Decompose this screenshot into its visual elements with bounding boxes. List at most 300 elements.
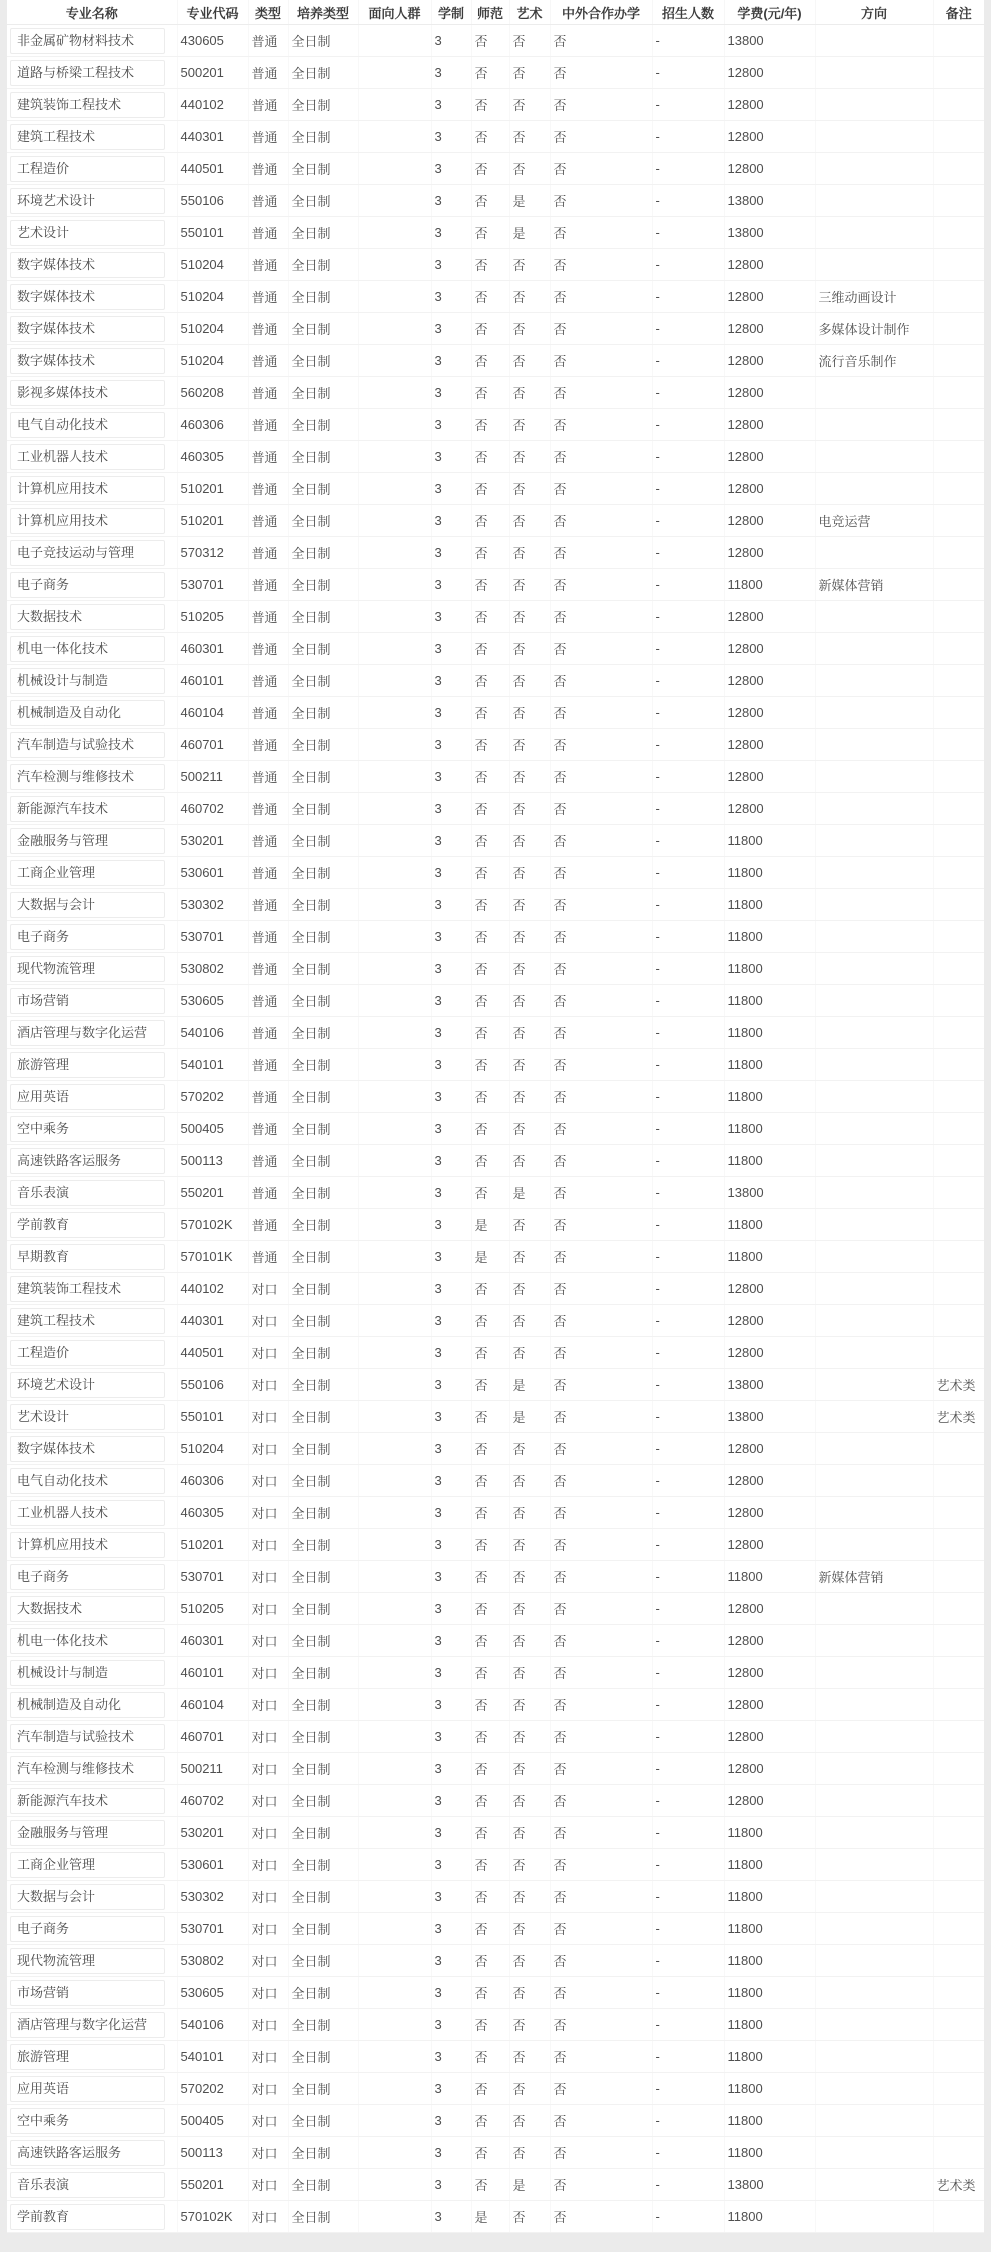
cell-years: 3 [431,793,471,825]
cell-fee: 12800 [724,1657,815,1689]
cell-remark [933,1561,984,1593]
cell-direction [815,1433,933,1465]
cell-direction [815,377,933,409]
cell-normal: 否 [471,57,509,89]
cell-type: 对口 [248,1625,288,1657]
cell-coop: 否 [550,2201,652,2233]
cell-years: 3 [431,1273,471,1305]
table-row [7,1913,984,1945]
cell-direction [815,409,933,441]
major-name-box: 旅游管理 [10,1052,165,1078]
cell-enroll: - [652,153,724,185]
cell-art: 否 [509,1049,550,1081]
cell-audience [358,1721,431,1753]
cell-enroll: - [652,2137,724,2169]
cell-type: 对口 [248,1337,288,1369]
cell-code: 460104 [177,1689,248,1721]
cell-type: 普通 [248,89,288,121]
cell-coop: 否 [550,761,652,793]
cell-years: 3 [431,1369,471,1401]
cell-code: 550106 [177,185,248,217]
major-name-box: 大数据技术 [10,1596,165,1622]
major-name-box: 汽车检测与维修技术 [10,1756,165,1782]
cell-fee: 11800 [724,1145,815,1177]
table-row [7,25,984,57]
cell-art: 否 [509,1337,550,1369]
cell-coop: 否 [550,25,652,57]
cell-code: 550101 [177,217,248,249]
cell-coop: 否 [550,217,652,249]
cell-normal: 否 [471,345,509,377]
major-name-box: 环境艺术设计 [10,1372,165,1398]
cell-code: 440102 [177,89,248,121]
cell-art: 否 [509,761,550,793]
cell-remark [933,121,984,153]
table-row [7,953,984,985]
cell-name [7,793,177,825]
cell-fee: 12800 [724,1529,815,1561]
cell-enroll: - [652,25,724,57]
cell-train: 全日制 [288,1817,358,1849]
cell-direction [815,1817,933,1849]
cell-years: 3 [431,1209,471,1241]
cell-code: 530302 [177,889,248,921]
cell-audience [358,1657,431,1689]
table-row [7,1881,984,1913]
cell-remark [933,1529,984,1561]
table-header-row [7,0,984,25]
cell-name [7,601,177,633]
table-row [7,1369,984,1401]
cell-train: 全日制 [288,1081,358,1113]
cell-normal: 否 [471,1785,509,1817]
cell-fee: 11800 [724,2105,815,2137]
major-name-box: 旅游管理 [10,2044,165,2070]
major-name-box: 数字媒体技术 [10,284,165,310]
cell-art: 是 [509,185,550,217]
major-name-box: 机械设计与制造 [10,1660,165,1686]
cell-years: 3 [431,1785,471,1817]
cell-normal: 否 [471,217,509,249]
cell-coop: 否 [550,953,652,985]
cell-type: 对口 [248,1881,288,1913]
cell-fee: 11800 [724,2041,815,2073]
cell-code: 440501 [177,153,248,185]
cell-audience [358,505,431,537]
cell-name [7,633,177,665]
cell-type: 普通 [248,1049,288,1081]
cell-type: 普通 [248,1145,288,1177]
cell-art: 否 [509,665,550,697]
cell-fee: 11800 [724,2201,815,2233]
cell-years: 3 [431,729,471,761]
column-header-remark: 备注 [933,0,984,25]
cell-years: 3 [431,1753,471,1785]
cell-direction [815,1465,933,1497]
cell-name [7,409,177,441]
cell-normal: 否 [471,665,509,697]
cell-audience [358,57,431,89]
cell-art: 否 [509,281,550,313]
table-row [7,1177,984,1209]
cell-code: 530701 [177,921,248,953]
table-row [7,2105,984,2137]
cell-normal: 否 [471,1305,509,1337]
cell-years: 3 [431,761,471,793]
cell-remark [933,1113,984,1145]
cell-name [7,761,177,793]
cell-audience [358,1849,431,1881]
cell-code: 530201 [177,1817,248,1849]
cell-enroll: - [652,1721,724,1753]
cell-coop: 否 [550,1241,652,1273]
cell-years: 3 [431,2009,471,2041]
cell-years: 3 [431,1529,471,1561]
cell-type: 普通 [248,793,288,825]
cell-fee: 13800 [724,2169,815,2201]
cell-coop: 否 [550,1273,652,1305]
cell-name [7,153,177,185]
cell-train: 全日制 [288,953,358,985]
cell-coop: 否 [550,409,652,441]
cell-remark [933,2041,984,2073]
cell-normal: 否 [471,537,509,569]
cell-art: 是 [509,2169,550,2201]
cell-coop: 否 [550,2105,652,2137]
cell-years: 3 [431,2073,471,2105]
cell-audience [358,1209,431,1241]
cell-enroll: - [652,2073,724,2105]
cell-direction [815,1977,933,2009]
cell-code: 460101 [177,665,248,697]
cell-type: 普通 [248,953,288,985]
cell-fee: 13800 [724,217,815,249]
cell-remark [933,1721,984,1753]
cell-type: 对口 [248,2201,288,2233]
table-row [7,1689,984,1721]
cell-years: 3 [431,1817,471,1849]
cell-years: 3 [431,153,471,185]
table-row [7,57,984,89]
cell-art: 否 [509,1945,550,1977]
cell-coop: 否 [550,793,652,825]
cell-direction [815,89,933,121]
cell-fee: 11800 [724,1881,815,1913]
cell-train: 全日制 [288,1401,358,1433]
cell-code: 500211 [177,1753,248,1785]
cell-audience [358,697,431,729]
major-name-box: 影视多媒体技术 [10,380,165,406]
cell-train: 全日制 [288,153,358,185]
table-row [7,473,984,505]
cell-normal: 否 [471,985,509,1017]
cell-audience [358,633,431,665]
cell-years: 3 [431,409,471,441]
cell-audience [358,2041,431,2073]
cell-fee: 12800 [724,473,815,505]
cell-train: 全日制 [288,377,358,409]
table-row [7,1273,984,1305]
cell-fee: 11800 [724,953,815,985]
cell-normal: 是 [471,1209,509,1241]
major-name-box: 汽车制造与试验技术 [10,732,165,758]
cell-normal: 否 [471,1817,509,1849]
cell-remark [933,1241,984,1273]
cell-code: 530201 [177,825,248,857]
cell-art: 否 [509,1593,550,1625]
cell-remark [933,185,984,217]
cell-art: 否 [509,729,550,761]
major-name-box: 工商企业管理 [10,860,165,886]
cell-remark [933,2073,984,2105]
table-row [7,1209,984,1241]
cell-years: 3 [431,2169,471,2201]
table-header [7,0,984,25]
cell-direction [815,793,933,825]
cell-direction [815,537,933,569]
cell-enroll: - [652,1785,724,1817]
cell-code: 550201 [177,2169,248,2201]
cell-type: 普通 [248,1241,288,1273]
cell-train: 全日制 [288,1849,358,1881]
cell-enroll: - [652,1849,724,1881]
cell-remark [933,1017,984,1049]
major-name-box: 艺术设计 [10,220,165,246]
cell-type: 普通 [248,313,288,345]
major-name-box: 电子商务 [10,1564,165,1590]
cell-code: 570202 [177,2073,248,2105]
cell-type: 普通 [248,1081,288,1113]
cell-fee: 11800 [724,2073,815,2105]
cell-audience [358,121,431,153]
cell-code: 500113 [177,2137,248,2169]
cell-code: 510201 [177,1529,248,1561]
cell-art: 否 [509,1753,550,1785]
cell-art: 否 [509,1113,550,1145]
table-row [7,1721,984,1753]
cell-art: 否 [509,2041,550,2073]
cell-remark: 艺术类 [933,1401,984,1433]
cell-type: 对口 [248,1369,288,1401]
cell-name [7,889,177,921]
cell-art: 否 [509,2105,550,2137]
cell-remark [933,1657,984,1689]
cell-normal: 否 [471,505,509,537]
cell-direction [815,729,933,761]
cell-enroll: - [652,1593,724,1625]
cell-coop: 否 [550,2169,652,2201]
cell-name [7,537,177,569]
cell-normal: 否 [471,2137,509,2169]
cell-normal: 是 [471,1241,509,1273]
cell-normal: 否 [471,2105,509,2137]
cell-normal: 否 [471,1273,509,1305]
cell-fee: 12800 [724,377,815,409]
cell-remark [933,377,984,409]
cell-enroll: - [652,281,724,313]
cell-enroll: - [652,1817,724,1849]
cell-remark [933,985,984,1017]
cell-direction [815,665,933,697]
cell-enroll: - [652,793,724,825]
cell-train: 全日制 [288,793,358,825]
cell-art: 否 [509,2201,550,2233]
cell-type: 对口 [248,1689,288,1721]
cell-normal: 否 [471,1369,509,1401]
cell-type: 对口 [248,1561,288,1593]
cell-fee: 11800 [724,1209,815,1241]
cell-direction [815,1081,933,1113]
cell-normal: 否 [471,377,509,409]
cell-coop: 否 [550,313,652,345]
cell-name [7,825,177,857]
cell-name [7,857,177,889]
cell-train: 全日制 [288,2073,358,2105]
cell-name [7,1625,177,1657]
cell-enroll: - [652,249,724,281]
major-name-box: 金融服务与管理 [10,1820,165,1846]
cell-art: 否 [509,1209,550,1241]
cell-years: 3 [431,473,471,505]
cell-name [7,89,177,121]
cell-coop: 否 [550,1209,652,1241]
table-row [7,1849,984,1881]
cell-direction: 新媒体营销 [815,1561,933,1593]
cell-normal: 否 [471,1561,509,1593]
major-name-box: 计算机应用技术 [10,476,165,502]
cell-audience [358,665,431,697]
cell-years: 3 [431,1081,471,1113]
cell-remark [933,2009,984,2041]
cell-direction [815,1017,933,1049]
table-row [7,217,984,249]
cell-code: 550201 [177,1177,248,1209]
cell-type: 普通 [248,505,288,537]
cell-art: 否 [509,377,550,409]
cell-fee: 11800 [724,1241,815,1273]
cell-name [7,25,177,57]
cell-name [7,1241,177,1273]
table-row [7,889,984,921]
cell-coop: 否 [550,2009,652,2041]
cell-type: 对口 [248,2169,288,2201]
cell-type: 普通 [248,665,288,697]
table-row [7,761,984,793]
table-row [7,921,984,953]
cell-remark [933,793,984,825]
cell-fee: 13800 [724,1401,815,1433]
cell-code: 530701 [177,1913,248,1945]
cell-train: 全日制 [288,1113,358,1145]
cell-enroll: - [652,1657,724,1689]
cell-art: 否 [509,1241,550,1273]
cell-code: 460301 [177,633,248,665]
cell-type: 对口 [248,1593,288,1625]
cell-fee: 13800 [724,1177,815,1209]
cell-remark [933,1273,984,1305]
table-row [7,633,984,665]
cell-fee: 12800 [724,729,815,761]
cell-code: 530302 [177,1881,248,1913]
major-name-box: 机械制造及自动化 [10,700,165,726]
table-row [7,729,984,761]
cell-direction [815,601,933,633]
cell-train: 全日制 [288,1209,358,1241]
cell-coop: 否 [550,697,652,729]
cell-type: 普通 [248,633,288,665]
cell-years: 3 [431,1401,471,1433]
table-row [7,569,984,601]
cell-enroll: - [652,121,724,153]
cell-direction [815,1849,933,1881]
cell-type: 对口 [248,1657,288,1689]
cell-audience [358,1913,431,1945]
cell-name [7,2105,177,2137]
cell-years: 3 [431,1849,471,1881]
column-header-name: 专业名称 [7,0,177,25]
table-row [7,1657,984,1689]
cell-remark [933,825,984,857]
cell-years: 3 [431,1305,471,1337]
cell-years: 3 [431,1049,471,1081]
cell-years: 3 [431,1561,471,1593]
cell-name [7,217,177,249]
cell-train: 全日制 [288,89,358,121]
cell-type: 普通 [248,697,288,729]
cell-art: 否 [509,409,550,441]
cell-remark: 艺术类 [933,2169,984,2201]
cell-coop: 否 [550,1881,652,1913]
cell-fee: 12800 [724,281,815,313]
cell-direction [815,153,933,185]
major-name-box: 艺术设计 [10,1404,165,1430]
cell-enroll: - [652,1081,724,1113]
cell-audience [358,1017,431,1049]
cell-remark [933,2201,984,2233]
cell-audience [358,1945,431,1977]
column-header-coop: 中外合作办学 [550,0,652,25]
cell-audience [358,537,431,569]
cell-train: 全日制 [288,505,358,537]
cell-enroll: - [652,537,724,569]
cell-direction [815,473,933,505]
cell-type: 对口 [248,1273,288,1305]
cell-art: 否 [509,697,550,729]
cell-years: 3 [431,1433,471,1465]
cell-coop: 否 [550,1369,652,1401]
cell-normal: 否 [471,953,509,985]
cell-art: 否 [509,985,550,1017]
cell-years: 3 [431,1241,471,1273]
cell-train: 全日制 [288,345,358,377]
cell-remark [933,1177,984,1209]
cell-normal: 否 [471,825,509,857]
cell-code: 510204 [177,249,248,281]
cell-years: 3 [431,1625,471,1657]
cell-normal: 否 [471,1337,509,1369]
cell-train: 全日制 [288,217,358,249]
cell-audience [358,985,431,1017]
cell-enroll: - [652,505,724,537]
cell-coop: 否 [550,1849,652,1881]
cell-coop: 否 [550,249,652,281]
cell-direction [815,2073,933,2105]
cell-art: 否 [509,921,550,953]
cell-normal: 否 [471,1625,509,1657]
cell-name [7,377,177,409]
cell-code: 570102K [177,1209,248,1241]
cell-train: 全日制 [288,1497,358,1529]
